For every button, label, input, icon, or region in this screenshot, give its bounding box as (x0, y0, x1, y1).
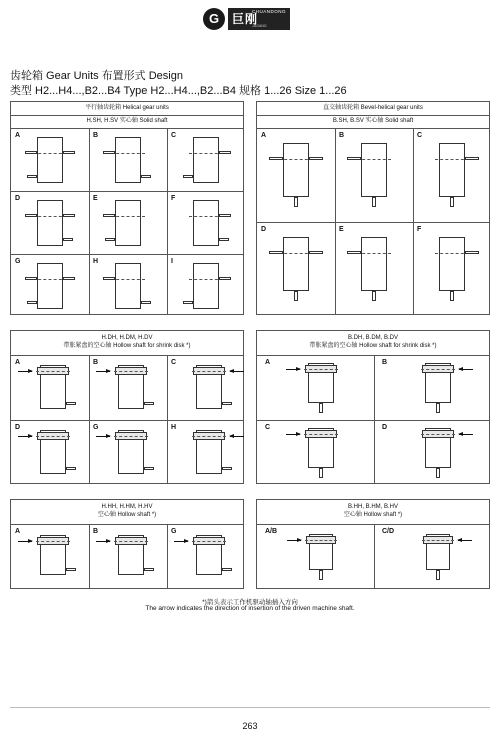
panel-bevel-solid (256, 101, 490, 315)
gear-housing (115, 263, 141, 309)
cell-label: B (93, 528, 99, 535)
center-line (357, 253, 391, 254)
center-line (279, 253, 313, 254)
panel-title: B.DH, B.DM, B.DV (347, 335, 398, 341)
panel-title: H.HH, H.HM, H.HV (101, 504, 153, 510)
divider (167, 128, 168, 314)
output-shaft (269, 157, 283, 160)
gear-housing (439, 143, 465, 197)
insertion-arrow (96, 371, 110, 372)
page-subtitle: 类型 H2...H4...,B2...B4 Type H2...H4...,B2...B4 规格 1...26 Size 1...26 (10, 85, 347, 97)
output-shaft (63, 214, 75, 217)
cell-label: H (171, 424, 177, 431)
center-line (114, 436, 148, 437)
output-shaft (309, 251, 323, 254)
insertion-arrow (18, 541, 32, 542)
gear-housing (193, 263, 219, 309)
cell-label: A (265, 359, 271, 366)
divider (11, 524, 243, 525)
cell-label: A (261, 132, 267, 139)
insertion-arrow (459, 369, 473, 370)
center-line (422, 540, 454, 541)
insertion-arrow (286, 369, 300, 370)
cell-label: C (171, 132, 177, 139)
footer-divider (10, 707, 490, 708)
center-line (114, 371, 148, 372)
divider (374, 524, 375, 588)
input-shaft (372, 197, 376, 207)
panel-subtitle: 空心轴 Hollow shaft *) (343, 512, 403, 518)
cell-label: A (15, 359, 21, 366)
insertion-arrow (230, 371, 244, 372)
input-shaft (319, 570, 323, 580)
input-shaft (27, 301, 37, 304)
center-line (111, 279, 145, 280)
output-shaft (347, 157, 361, 160)
panel-title: 直交轴齿轮箱 Bevel-helical gear units (323, 105, 423, 111)
footnote-en: The arrow indicates the direction of insertion of the driven machine shaft. (145, 605, 355, 612)
panel-bevel-shrink (256, 330, 490, 484)
input-shaft (144, 467, 154, 470)
center-line (279, 159, 313, 160)
divider (257, 222, 489, 223)
center-line (305, 540, 337, 541)
gear-housing (361, 237, 387, 291)
output-shaft (25, 151, 37, 154)
cell-label: I (171, 258, 173, 265)
input-shaft (222, 568, 232, 571)
gear-housing (115, 137, 141, 183)
output-shaft (25, 214, 37, 217)
gear-housing (439, 237, 465, 291)
divider (167, 524, 168, 588)
panel-helical-shrink (10, 330, 244, 484)
center-line (189, 153, 223, 154)
divider (11, 128, 243, 129)
divider (374, 355, 375, 483)
page-number: 263 (242, 721, 258, 731)
center-line (192, 541, 226, 542)
input-shaft (141, 301, 151, 304)
page-header (0, 0, 500, 40)
cell-label: H (93, 258, 99, 265)
panel-subtitle: 带胀紧盘的空心轴 Hollow shaft for shrink disk *) (309, 343, 437, 349)
cell-label: D (15, 195, 21, 202)
output-shaft (309, 157, 323, 160)
cell-label: F (417, 226, 422, 233)
cell-label: C (417, 132, 423, 139)
output-shaft (465, 157, 479, 160)
center-line (304, 434, 338, 435)
insertion-arrow (174, 541, 188, 542)
center-line (192, 371, 226, 372)
input-shaft (63, 238, 73, 241)
cell-label: G (93, 424, 99, 431)
cell-label: A (15, 528, 21, 535)
divider (11, 355, 243, 356)
divider (257, 420, 489, 421)
input-shaft (144, 402, 154, 405)
center-line (189, 216, 223, 217)
divider (89, 128, 90, 314)
center-line (421, 369, 455, 370)
output-shaft (63, 277, 75, 280)
panel-title: 平行轴齿轮箱 Helical gear units (85, 105, 169, 111)
cell-label: F (171, 195, 176, 202)
divider (257, 355, 489, 356)
cell-label: D (261, 226, 267, 233)
center-line (111, 216, 145, 217)
panel-subtitle: 带胀紧盘的空心轴 Hollow shaft for shrink disk *) (63, 343, 191, 349)
input-shaft (436, 403, 440, 413)
center-line (421, 434, 455, 435)
brand-logo-icon: G (203, 8, 225, 30)
cell-label: B (339, 132, 345, 139)
panel-subtitle: B.SH, B.SV 实心轴 Solid shaft (332, 118, 414, 124)
divider (11, 254, 243, 255)
input-shaft (319, 468, 323, 478)
output-shaft (25, 277, 37, 280)
gear-housing (37, 137, 63, 183)
insertion-arrow (458, 540, 472, 541)
insertion-arrow (287, 540, 301, 541)
brand-name-en: CHUANDONG (252, 9, 287, 14)
insertion-arrow (96, 436, 110, 437)
cell-label: C (265, 424, 271, 431)
cell-label: C (171, 359, 177, 366)
center-line (435, 253, 469, 254)
output-shaft (347, 251, 361, 254)
panel-title: H.DH, H.DM, H.DV (101, 335, 153, 341)
input-shaft (183, 175, 193, 178)
insertion-arrow (18, 436, 32, 437)
center-line (189, 279, 223, 280)
panel-helical-hollow (10, 499, 244, 589)
center-line (192, 436, 226, 437)
divider (89, 524, 90, 588)
brand-sub: JUGANG (252, 24, 267, 28)
input-shaft (105, 238, 115, 241)
panel-helical-solid (10, 101, 244, 315)
input-shaft (450, 197, 454, 207)
output-shaft (63, 151, 75, 154)
input-shaft (372, 291, 376, 301)
input-shaft (219, 238, 229, 241)
divider (257, 115, 489, 116)
insertion-arrow (230, 436, 244, 437)
output-shaft (219, 277, 231, 280)
center-line (357, 159, 391, 160)
brand-name-cn: 巨刚 (232, 12, 259, 26)
insertion-arrow (286, 434, 300, 435)
output-shaft (103, 151, 115, 154)
input-shaft (66, 467, 76, 470)
output-shaft (103, 214, 115, 217)
input-shaft (141, 175, 151, 178)
divider (89, 355, 90, 483)
input-shaft (222, 467, 232, 470)
center-line (33, 279, 67, 280)
gear-housing (193, 137, 219, 183)
cell-label: B (93, 359, 99, 366)
cell-label: E (93, 195, 98, 202)
center-line (435, 159, 469, 160)
cell-label: D (15, 424, 21, 431)
cell-label: E (339, 226, 344, 233)
divider (11, 420, 243, 421)
input-shaft (436, 468, 440, 478)
cell-label: A/B (265, 528, 278, 535)
output-shaft (219, 214, 231, 217)
panel-subtitle: H.SH, H.SV 实心轴 Solid shaft (86, 118, 168, 124)
input-shaft (66, 402, 76, 405)
center-line (36, 371, 70, 372)
output-shaft (219, 151, 231, 154)
center-line (36, 436, 70, 437)
page-title: 齿轮箱 Gear Units 布置形式 Design (10, 70, 183, 82)
cell-label: G (15, 258, 21, 265)
insertion-arrow (18, 371, 32, 372)
input-shaft (450, 291, 454, 301)
cell-label: B (382, 359, 388, 366)
center-line (304, 369, 338, 370)
divider (11, 115, 243, 116)
gear-housing (283, 143, 309, 197)
cell-label: G (171, 528, 177, 535)
input-shaft (222, 402, 232, 405)
center-line (36, 541, 70, 542)
panel-subtitle: 空心轴 Hollow shaft *) (97, 512, 157, 518)
center-line (33, 216, 67, 217)
center-line (33, 153, 67, 154)
input-shaft (294, 197, 298, 207)
input-shaft (183, 301, 193, 304)
center-line (111, 153, 145, 154)
input-shaft (27, 175, 37, 178)
footnote-cn: *)箭头表示工作机驱动轴插入方向 (202, 599, 298, 606)
gear-housing (115, 200, 141, 246)
panel-title: B.HH, B.HM, B.HV (347, 504, 398, 510)
input-shaft (294, 291, 298, 301)
gear-housing (37, 263, 63, 309)
output-shaft (269, 251, 283, 254)
gear-housing (37, 200, 63, 246)
center-line (114, 541, 148, 542)
insertion-arrow (96, 541, 110, 542)
divider (257, 524, 489, 525)
cell-label: C/D (382, 528, 395, 535)
divider (335, 128, 336, 314)
cell-label: D (382, 424, 388, 431)
insertion-arrow (459, 434, 473, 435)
divider (413, 128, 414, 314)
divider (11, 191, 243, 192)
panel-bevel-hollow (256, 499, 490, 589)
cell-label: A (15, 132, 21, 139)
input-shaft (66, 568, 76, 571)
gear-housing (193, 200, 219, 246)
input-shaft (319, 403, 323, 413)
divider (167, 355, 168, 483)
input-shaft (144, 568, 154, 571)
divider (257, 128, 489, 129)
output-shaft (465, 251, 479, 254)
input-shaft (436, 570, 440, 580)
gear-housing (361, 143, 387, 197)
cell-label: B (93, 132, 99, 139)
gear-housing (283, 237, 309, 291)
output-shaft (103, 277, 115, 280)
